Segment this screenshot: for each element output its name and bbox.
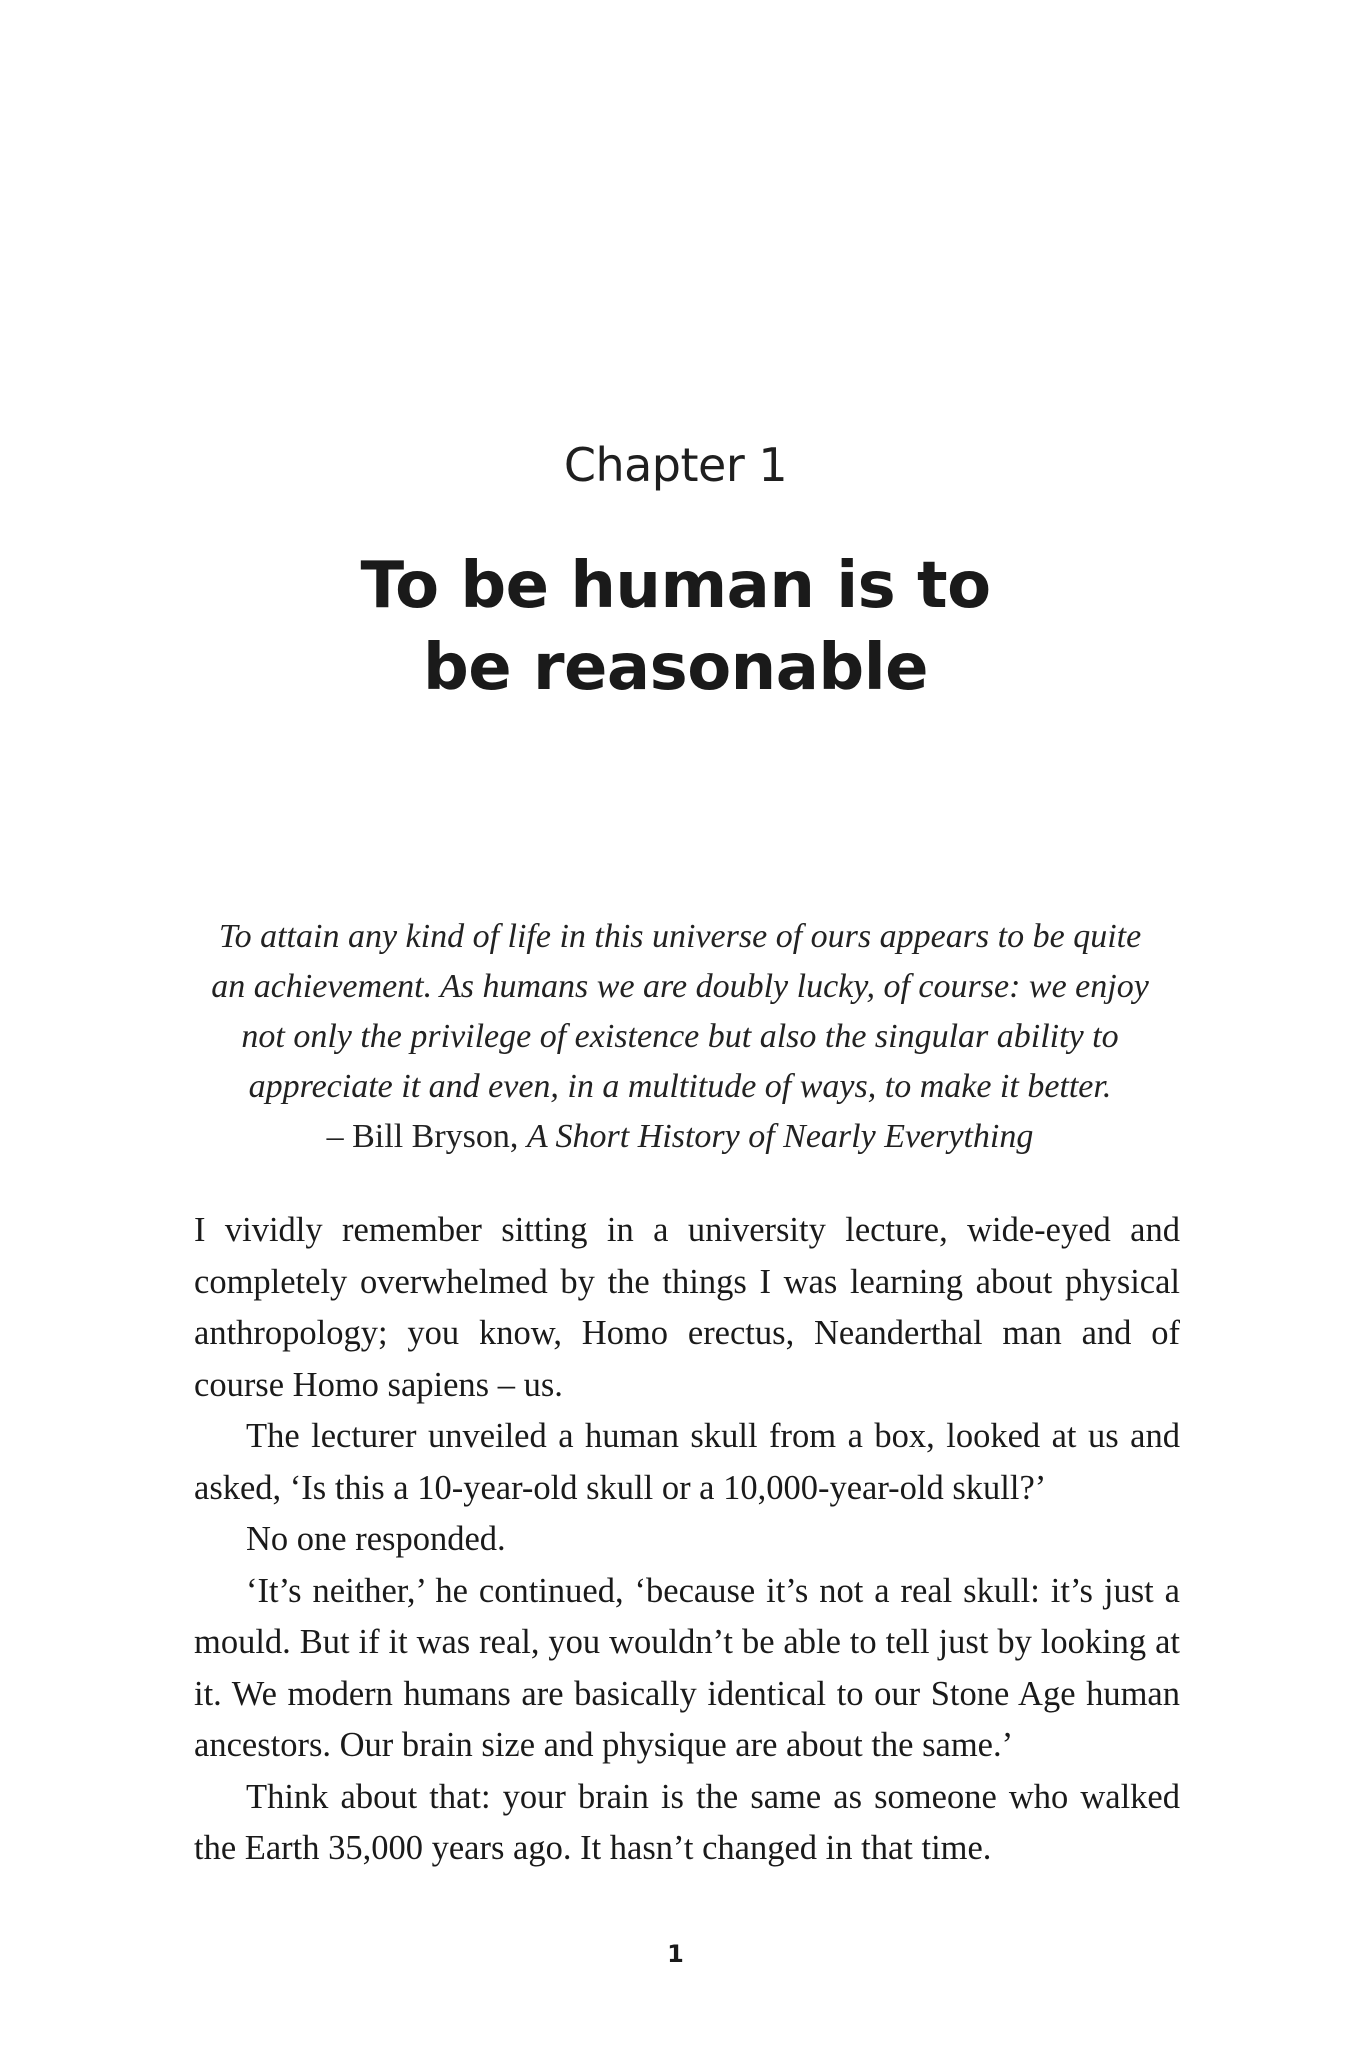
epigraph-attribution xyxy=(180,1112,1180,1162)
chapter-title-line-2: be reasonable xyxy=(422,631,929,705)
paragraph-3: No one responded. xyxy=(246,1520,506,1558)
attribution-author: – Bill Bryson, xyxy=(326,1118,527,1155)
epigraph-line-3: not only the privilege of existence but also the singular ability to xyxy=(241,1018,1119,1055)
paragraph-1: I vividly remember sitting in a university lecture, wide-eyed and completely overwhelmed by the things I was learning about physical anthropology; you know, Homo erectus, Neanderthal man and of course Homo sapiens – us. xyxy=(194,1211,1180,1404)
paragraph-4: ‘It’s neither,’ he continued, ‘because it’s not a real skull: it’s just a mould. But if it was real, you wouldn’t be able to tell just by looking at it. We modern humans are basically identical to our Stone Age human ancestors. Our brain size and physique are about the same.’ xyxy=(194,1571,1180,1764)
paragraph-2: The lecturer unveiled a human skull from a box, looked at us and asked, ‘Is this a 10-year-old skull or a 10,000-year-old skull?’ xyxy=(194,1417,1180,1507)
paragraph-5: Think about that: your brain is the same as someone who walked the Earth 35,000 years ago. It hasn’t changed in that time. xyxy=(194,1777,1180,1867)
chapter-title-line-1: To be human is to xyxy=(360,549,991,623)
epigraph-line-1: To attain any kind of life in this universe of ours appears to be quite xyxy=(218,918,1142,955)
body-text xyxy=(194,1205,1180,1875)
chapter-title xyxy=(0,545,1351,709)
epigraph-line-2: an achievement. As humans we are doubly lucky, of course: we enjoy xyxy=(211,968,1149,1005)
page-number: 1 xyxy=(667,1940,684,1968)
epigraph xyxy=(180,912,1180,1162)
attribution-work-title: A Short History of Nearly Everything xyxy=(526,1118,1034,1155)
epigraph-line-4: appreciate it and even, in a multitude of ways, to make it better. xyxy=(248,1068,1112,1105)
chapter-label: Chapter 1 xyxy=(563,438,788,492)
